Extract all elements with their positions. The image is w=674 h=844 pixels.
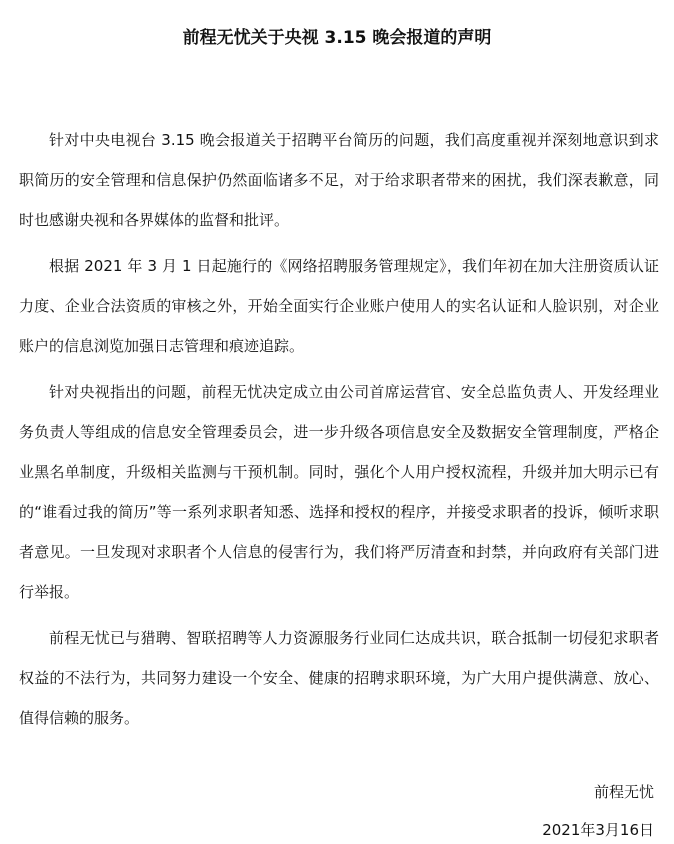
paragraph-3: 针对央视指出的问题，前程无忧决定成立由公司首席运营官、安全总监负责人、开发经理业务负责人等组成的信息安全管理委员会，进一步升级各项信息安全及数据安全管理制度，严格企业黑名单制度，升级相关监测与干预机制。同时，强化个人用户授权流程，升级并加大明示已有的“谁看过我的简历”等一系列求职者知悉、选择和授权的程序，并接受求职者的投诉，倾听求职者意见。一旦发现对求职者个人信息的侵害行为，我们将严厉清查和封禁，并向政府有关部门进行举报。 bbox=[19, 383, 659, 601]
document-title: 前程无忧关于央视 3.15 晚会报道的声明 bbox=[182, 28, 492, 48]
signature: 前程无忧 bbox=[593, 783, 654, 801]
paragraph-2: 根据 2021 年 3 月 1 日起施行的《网络招聘服务管理规定》，我们年初在加大注册资质认证力度、企业合法资质的审核之外，开始全面实行企业账户使用人的实名认证和人脸识别，对企业账户的信息浏览加强日志管理和痕迹追踪。 bbox=[19, 257, 659, 355]
paragraph-1: 针对中央电视台 3.15 晚会报道关于招聘平台简历的问题，我们高度重视并深刻地意识到求职简历的安全管理和信息保护仍然面临诸多不足，对于给求职者带来的困扰，我们深表歉意，同时也感谢央视和各界媒体的监督和批评。 bbox=[19, 131, 659, 229]
paragraph-4: 前程无忧已与猎聘、智联招聘等人力资源服务行业同仁达成共识，联合抵制一切侵犯求职者权益的不法行为，共同努力建设一个安全、健康的招聘求职环境，为广大用户提供满意、放心、值得信赖的服务。 bbox=[19, 629, 659, 727]
statement-date: 2021年3月16日 bbox=[542, 821, 654, 839]
document-body bbox=[19, 120, 659, 744]
